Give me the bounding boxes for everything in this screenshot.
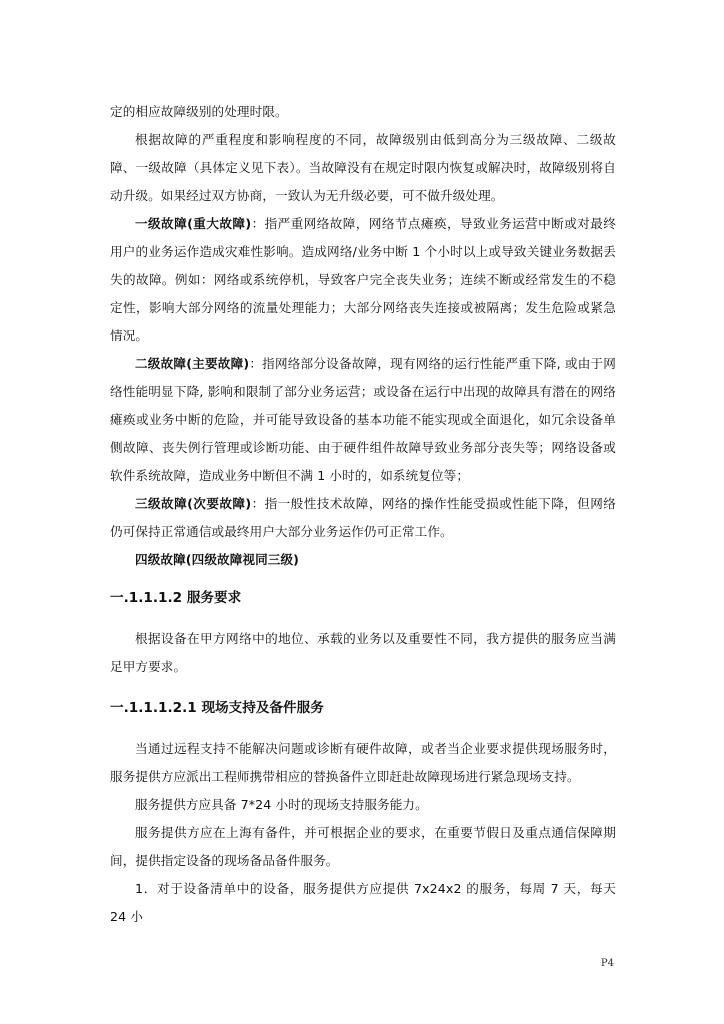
paragraph-level-3-fault <box>110 490 616 546</box>
paragraph-level-2-fault <box>110 350 616 490</box>
paragraph-onsite-support-1: 当通过远程支持不能解决问题或诊断有硬件故障，或者当企业要求提供现场服务时，服务提供方应派出工程师携带相应的替换备件立即赶赴故障现场进行紧急现场支持。 <box>110 741 616 784</box>
paragraph-onsite-support-3: 服务提供方应在上海有备件，并可根据企业的要求，在重要节假日及重点通信保障期间，提供指定设备的现场备品备件服务。 <box>110 825 616 868</box>
level-1-fault-label: 一级故障(重大故障) <box>135 216 252 231</box>
level-2-fault-text: ：指网络部分设备故障，现有网络的运行性能严重下降, 或由于网络性能明显下降, 影响和限制了部分业务运营；或设备在运行中出现的故障具有潜在的网络瘫痪或业务中断的危险，并可能导致设备的基本功能不能实现或全面退化，如冗余设备单侧故障、丧失例行管理或诊断功能、由于硬件组件故障导致业务部分丧失等；网络设备或软件系统故障，造成业务中断但不满 1 小时的，如系统复位等； <box>110 356 616 483</box>
level-3-fault-text: ：指一般性技术故障，网络的操作性能受损或性能下降，但网络仍可保持正常通信或最终用户大部分业务运作仍可正常工作。 <box>110 496 616 539</box>
paragraph-continuation: 定的相应故障级别的处理时限。 <box>110 104 288 119</box>
paragraph-onsite-support-2: 服务提供方应具备 7*24 小时的现场支持服务能力。 <box>135 797 428 812</box>
paragraph-service-requirements: 根据设备在甲方网络中的地位、承载的业务以及重要性不同，我方提供的服务应当满足甲方要求。 <box>110 631 616 674</box>
paragraph-level-4-fault: 四级故障(四级故障视同三级) <box>135 552 300 567</box>
level-3-fault-label: 三级故障(次要故障) <box>135 496 252 511</box>
paragraph-onsite-support-4: 1．对于设备清单中的设备，服务提供方应提供 7x24x2 的服务，每周 7 天，每天 24 小 <box>110 881 616 924</box>
section-heading-service-requirements: 一.1.1.1.2 服务要求 <box>110 590 242 606</box>
level-2-fault-label: 二级故障(主要故障) <box>135 356 250 371</box>
document-body <box>110 98 616 931</box>
paragraph-fault-levels-intro: 根据故障的严重程度和影响程度的不同，故障级别由低到高分为三级故障、二级故障、一级故障（具体定义见下表）。当故障没有在规定时限内恢复或解决时，故障级别将自动升级。如果经过双方协商，一致认为无升级必要，可不做升级处理。 <box>110 132 616 203</box>
paragraph-level-1-fault <box>110 210 616 350</box>
level-1-fault-text: ：指严重网络故障，网络节点瘫痪，导致业务运营中断或对最终用户的业务运作造成灾难性影响。造成网络/业务中断 1 个小时以上或导致关键业务数据丢失的故障。例如：网络或系统停机，导致客户完全丧失业务；连续不断或经常发生的不稳定性，影响大部分网络的流量处理能力；大部分网络丧失连接或被隔离；发生危险或紧急情况。 <box>110 216 616 343</box>
page-number: P4 <box>600 958 614 969</box>
section-heading-onsite-support: 一.1.1.1.2.1 现场支持及备件服务 <box>110 700 324 716</box>
